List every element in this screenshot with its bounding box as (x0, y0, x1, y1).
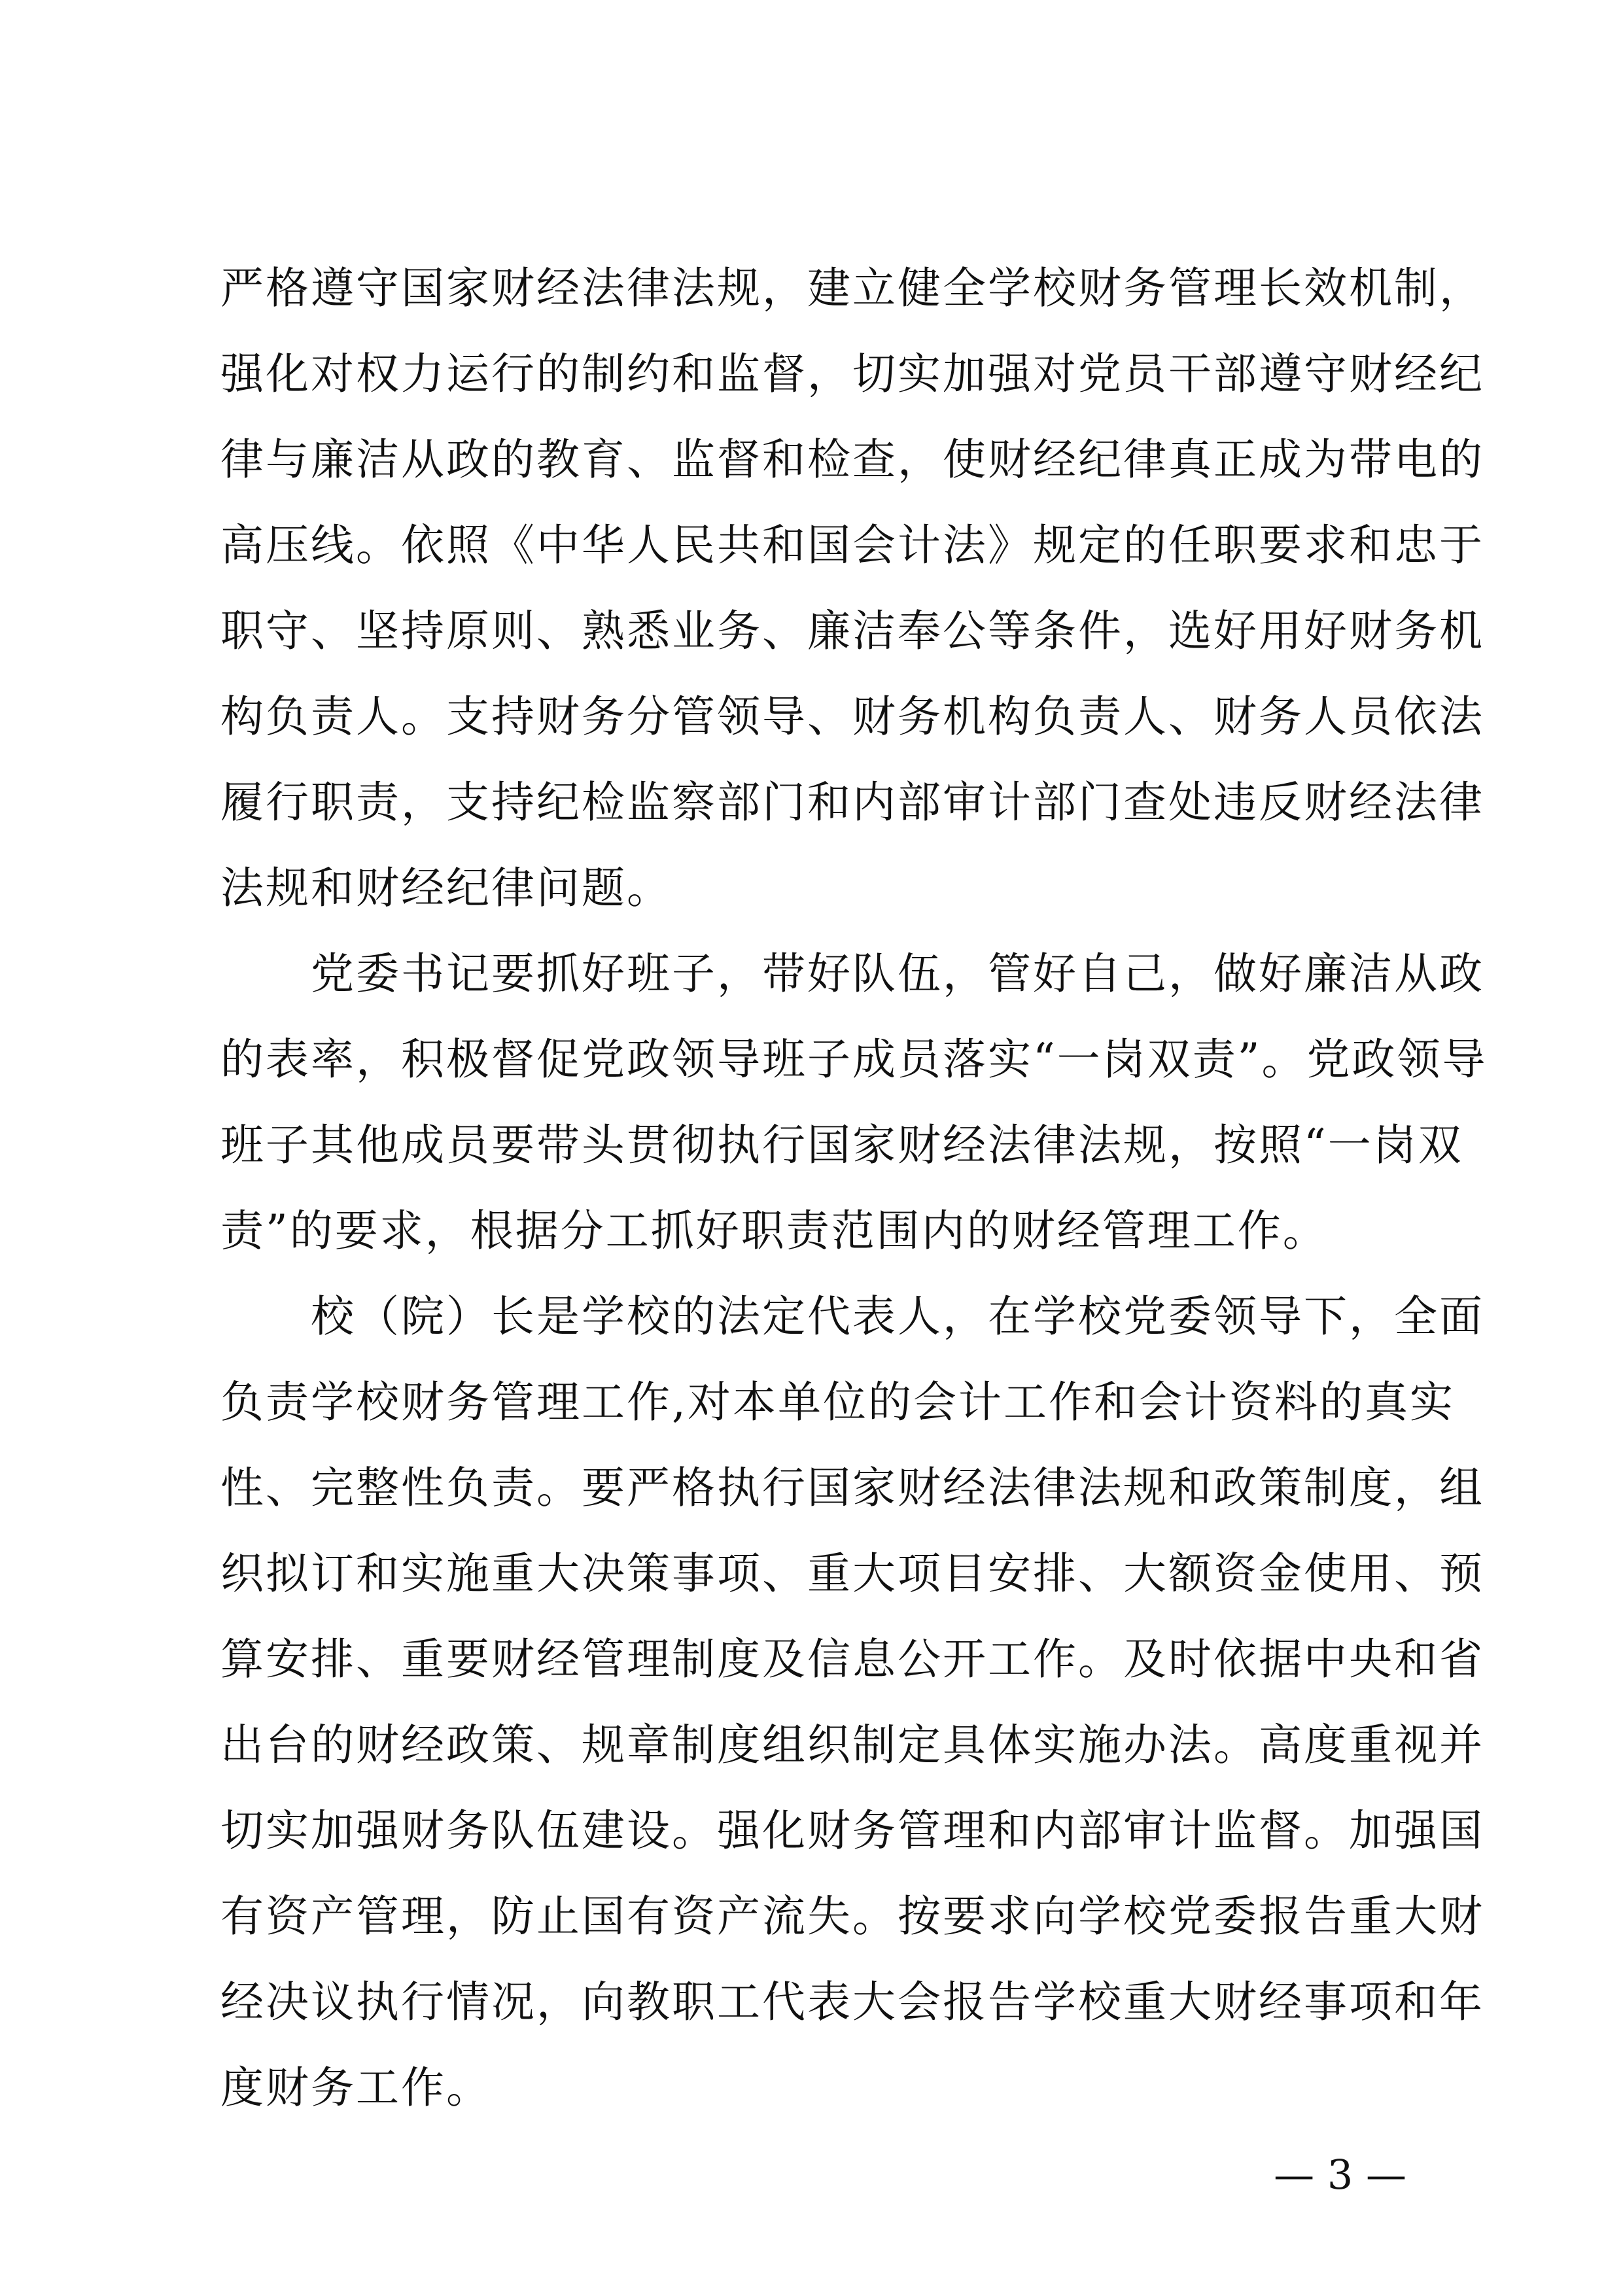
text-line: 性、完整性负责。要严格执行国家财经法律法规和政策制度，组 (220, 1463, 1484, 1513)
text-line: 出台的财经政策、规章制度组织制定具体实施办法。高度重视并 (220, 1720, 1484, 1770)
text-line: 负责学校财务管理工作,对本单位的会计工作和会计资料的真实 (220, 1377, 1455, 1427)
text-line: 构负责人。支持财务分管领导、财务机构负责人、财务人员依法 (220, 691, 1484, 742)
text-line: 律与廉洁从政的教育、监督和检查，使财经纪律真正成为带电的 (220, 434, 1484, 485)
text-line: 校（院）长是学校的法定代表人，在学校党委领导下，全面 (311, 1291, 1484, 1342)
text-line: 经决议执行情况，向教职工代表大会报告学校重大财经事项和年 (220, 1977, 1484, 2027)
text-line: 算安排、重要财经管理制度及信息公开工作。及时依据中央和省 (220, 1634, 1484, 1684)
text-line: 强化对权力运行的制约和监督，切实加强对党员干部遵守财经纪 (220, 349, 1484, 399)
text-line: 党委书记要抓好班子，带好队伍，管好自己，做好廉洁从政 (311, 948, 1484, 999)
text-line: 履行职责，支持纪检监察部门和内部审计部门查处违反财经法律 (220, 777, 1484, 827)
paragraph-3 (220, 1274, 1484, 2131)
text-line: 责”的要求，根据分工抓好职责范围内的财经管理工作。 (220, 1206, 1328, 1256)
document-body (220, 245, 1488, 2131)
text-line: 织拟订和实施重大决策事项、重大项目安排、大额资金使用、预 (220, 1548, 1484, 1599)
text-line: 高压线。依照《中华人民共和国会计法》规定的任职要求和忠于 (220, 520, 1484, 570)
paragraph-1 (220, 245, 1484, 931)
page-number: — 3 — (1274, 2151, 1406, 2199)
text-line: 法规和财经纪律问题。 (220, 863, 672, 913)
text-line: 的表率，积极督促党政领导班子成员落实“一岗双责”。党政领导 (220, 1034, 1488, 1085)
text-line: 切实加强财务队伍建设。强化财务管理和内部审计监督。加强国 (220, 1805, 1484, 1856)
text-line: 职守、坚持原则、熟悉业务、廉洁奉公等条件，选好用好财务机 (220, 606, 1484, 656)
text-line: 度财务工作。 (220, 2062, 491, 2113)
text-line: 班子其他成员要带头贯彻执行国家财经法律法规，按照“一岗双 (220, 1120, 1463, 1170)
text-line: 严格遵守国家财经法律法规，建立健全学校财务管理长效机制， (220, 263, 1484, 313)
paragraph-2 (220, 931, 1488, 1274)
text-line: 有资产管理，防止国有资产流失。按要求向学校党委报告重大财 (220, 1891, 1484, 1941)
